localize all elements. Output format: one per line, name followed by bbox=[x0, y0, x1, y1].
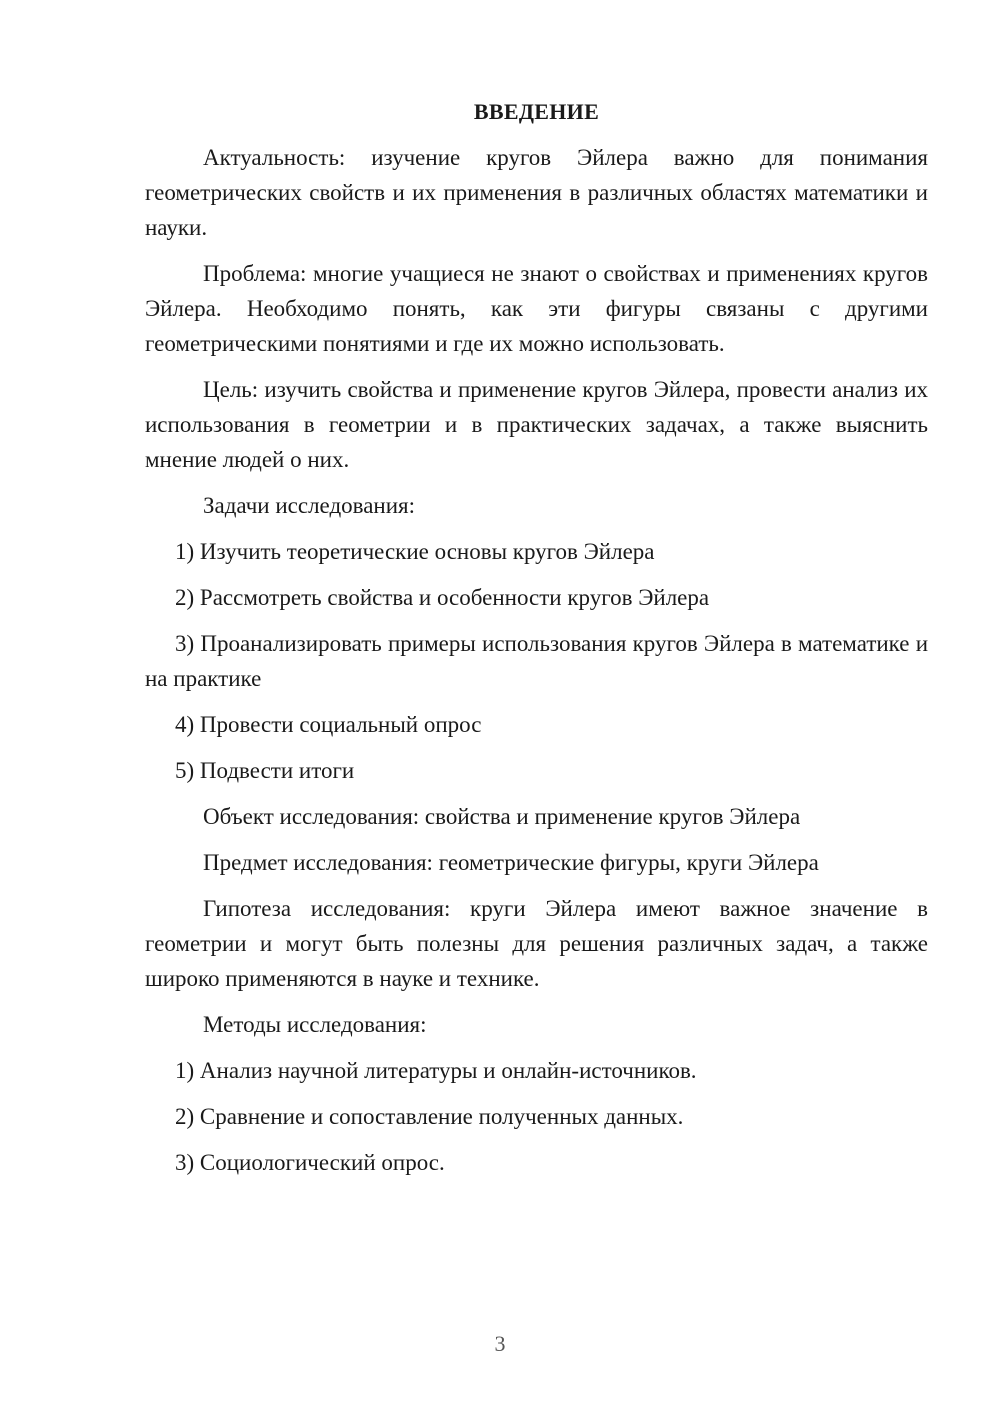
goal-paragraph: Цель: изучить свойства и применение кругов Эйлера, провести анализ их использования в геометрии и в практических задачах, а также выяснить мнение людей о них. bbox=[145, 377, 928, 472]
problem-paragraph: Проблема: многие учащиеся не знают о свойствах и применениях кругов Эйлера. Необходимо понять, как эти фигуры связаны с другими геометрическими понятиями и где их можно использовать. bbox=[145, 261, 928, 356]
task-item: 4) Провести социальный опрос bbox=[175, 712, 482, 737]
task-item: 1) Изучить теоретические основы кругов Эйлера bbox=[175, 539, 655, 564]
method-item: 1) Анализ научной литературы и онлайн-источников. bbox=[175, 1058, 697, 1083]
page-content bbox=[145, 94, 928, 1191]
section-title: ВВЕДЕНИЕ bbox=[473, 99, 600, 124]
subject-line: Предмет исследования: геометрические фигуры, круги Эйлера bbox=[203, 850, 819, 875]
task-item: 5) Подвести итоги bbox=[175, 758, 355, 783]
methods-heading: Методы исследования: bbox=[203, 1012, 427, 1037]
object-line: Объект исследования: свойства и применение кругов Эйлера bbox=[203, 804, 801, 829]
relevance-paragraph: Актуальность: изучение кругов Эйлера важно для понимания геометрических свойств и их применения в различных областях математики и науки. bbox=[145, 145, 928, 240]
page-number: 3 bbox=[494, 1331, 506, 1356]
method-item: 2) Сравнение и сопоставление полученных данных. bbox=[175, 1104, 684, 1129]
hypothesis-paragraph: Гипотеза исследования: круги Эйлера имеют важное значение в геометрии и могут быть полезны для решения различных задач, а также широко применяются в науке и технике. bbox=[145, 896, 928, 991]
method-item: 3) Социологический опрос. bbox=[175, 1150, 445, 1175]
tasks-heading: Задачи исследования: bbox=[203, 493, 416, 518]
task-item: 3) Проанализировать примеры использования кругов Эйлера в математике и на практике bbox=[145, 631, 928, 691]
task-item: 2) Рассмотреть свойства и особенности кругов Эйлера bbox=[175, 585, 710, 610]
